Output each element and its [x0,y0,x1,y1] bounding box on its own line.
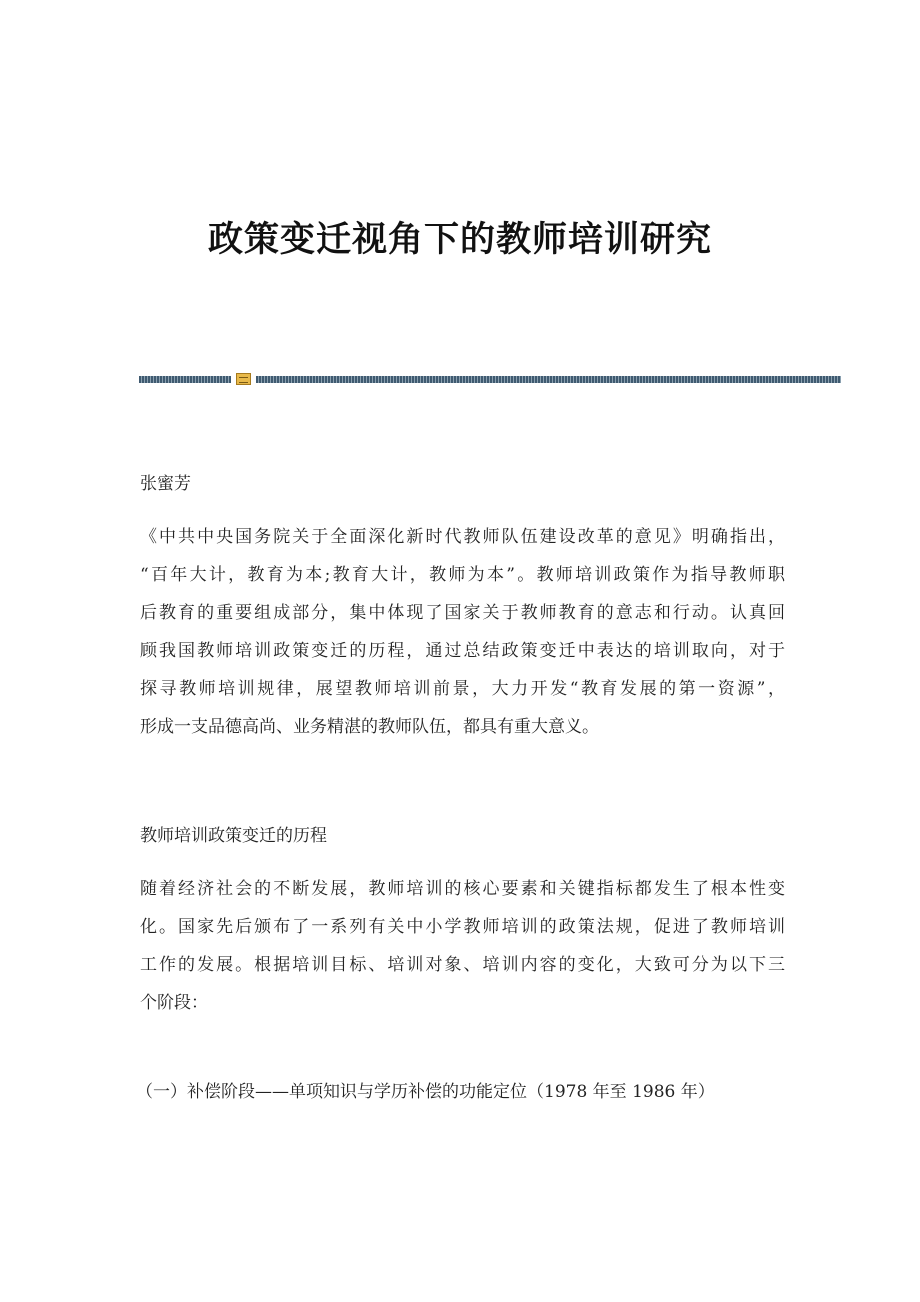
subsection-heading [136,1073,781,1111]
divider-bar-right [256,376,841,383]
paragraph-line: “百年大计，教育为本;教育大计，教师为本”。教师培训政策作为指导教师职 [140,565,785,585]
paragraph-intro [140,518,785,746]
divider-ornament-icon [236,373,251,385]
author-name [140,465,785,503]
divider-bar-left [139,376,231,383]
section-heading [140,817,785,855]
paragraph-line: 《中共中央国务院关于全面深化新时代教师队伍建设改革的意见》明确指出， [140,527,785,547]
paragraph-line: 化。国家先后颁布了一系列有关中小学教师培训的政策法规，促进了教师培训 [140,917,785,937]
paragraph-line: 后教育的重要组成部分，集中体现了国家关于教师教育的意志和行动。认真回 [140,603,785,623]
paragraph-line: 个阶段： [140,993,208,1013]
paragraph-line: 顾我国教师培训政策变迁的历程，通过总结政策变迁中表达的培训取向，对于 [140,641,785,661]
author-line: 张蜜芳 [140,474,191,494]
paragraph-line: 工作的发展。根据培训目标、培训对象、培训内容的变化，大致可分为以下三 [140,955,785,975]
paragraph-line: 形成一支品德高尚、业务精湛的教师队伍，都具有重大意义。 [140,717,599,737]
paragraph-line: 探寻教师培训规律，展望教师培训前景，大力开发“教育发展的第一资源”， [140,679,785,699]
document-title: 政策变迁视角下的教师培训研究 [207,219,712,260]
title-divider [139,373,841,385]
subsection-heading-text: （一）补偿阶段——单项知识与学历补偿的功能定位（1978 年至 1986 年） [136,1082,715,1102]
section-heading-text: 教师培训政策变迁的历程 [140,826,327,846]
paragraph-line: 随着经济社会的不断发展，教师培训的核心要素和关键指标都发生了根本性变 [140,879,785,899]
paragraph-development [140,870,785,1022]
